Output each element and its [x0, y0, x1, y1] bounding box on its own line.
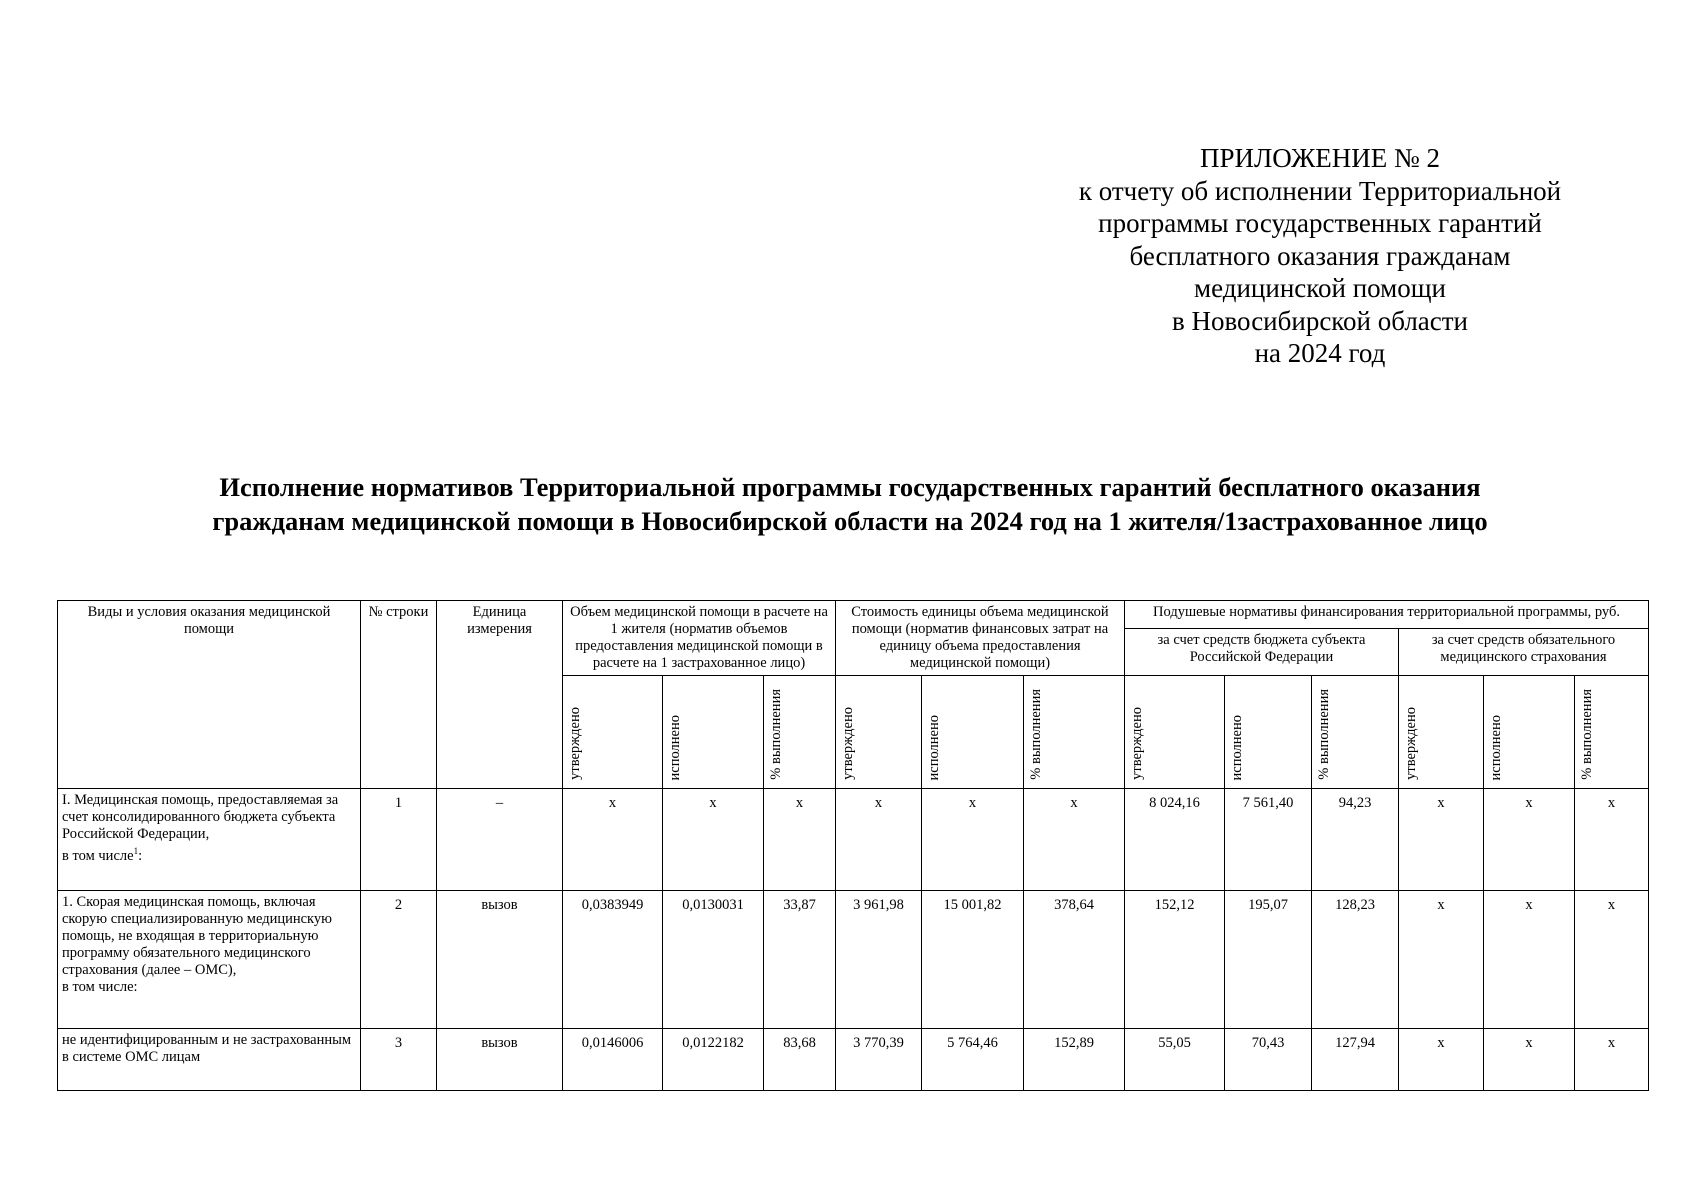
row-number: 3: [361, 1029, 437, 1091]
cell: x: [1484, 789, 1575, 891]
cell: x: [764, 789, 836, 891]
header-budget-approved: утверждено: [1125, 676, 1225, 789]
table-row: [58, 789, 1649, 891]
header-volume-executed: исполнено: [663, 676, 764, 789]
cell: 83,68: [764, 1029, 836, 1091]
cell: 0,0146006: [563, 1029, 663, 1091]
row-unit: вызов: [437, 891, 563, 1029]
table-row: [58, 891, 1649, 1029]
header-volume-percent: % выполнения: [764, 676, 836, 789]
header-volume-approved: утверждено: [563, 676, 663, 789]
row-label: 1. Скорая медицинская помощь, включая скорую специализированную медицинскую помощь, не входящая в территориальную программу обязательного медицинского страхования (далее – ОМС), в том числе:: [58, 891, 361, 1029]
appendix-line: на 2024 год: [1254, 338, 1386, 368]
row-label: I. Медицинская помощь, предоставляемая за счет консолидированного бюджета субъекта Российской Федерации, в том числе$^1$:: [58, 789, 361, 891]
cell: x: [663, 789, 764, 891]
row-number: 2: [361, 891, 437, 1029]
row-number: 1: [361, 789, 437, 891]
row-label: не идентифицированным и не застрахованным в системе ОМС лицам: [58, 1029, 361, 1091]
table-row: [58, 1029, 1649, 1091]
cell: x: [1575, 789, 1649, 891]
cell: x: [1575, 1029, 1649, 1091]
cell: 55,05: [1125, 1029, 1225, 1091]
cell: x: [1399, 891, 1484, 1029]
row-unit: вызов: [437, 1029, 563, 1091]
cell: x: [563, 789, 663, 891]
cell: 0,0383949: [563, 891, 663, 1029]
cell: x: [1484, 1029, 1575, 1091]
header-budget: за счет средств бюджета субъекта Российской Федерации: [1125, 628, 1399, 675]
header-budget-executed: исполнено: [1225, 676, 1312, 789]
header-cost: Стоимость единицы объема медицинской помощи (норматив финансовых затрат на единицу объема предоставления медицинской помощи): [836, 601, 1125, 676]
appendix-line: бесплатного оказания гражданам: [1129, 240, 1511, 271]
cell: x: [1024, 789, 1125, 891]
cell: x: [922, 789, 1024, 891]
header-per-capita: Подушевые нормативы финансирования территориальной программы, руб.: [1125, 601, 1649, 629]
cell: 195,07: [1225, 891, 1312, 1029]
row-unit: –: [437, 789, 563, 891]
cell: x: [836, 789, 922, 891]
header-budget-percent: % выполнения: [1312, 676, 1399, 789]
cell: 7 561,40: [1225, 789, 1312, 891]
cell: 127,94: [1312, 1029, 1399, 1091]
header-oms-approved: утверждено: [1399, 676, 1484, 789]
cell: 0,0130031: [663, 891, 764, 1029]
cell: 152,89: [1024, 1029, 1125, 1091]
cell: 3 961,98: [836, 891, 922, 1029]
appendix-line: медицинской помощи: [1194, 273, 1446, 303]
appendix-line: программы государственных гарантий: [1098, 208, 1542, 238]
header-row-number: № строки: [361, 601, 437, 789]
header-cost-percent: % выполнения: [1024, 676, 1125, 789]
appendix-header: [1040, 142, 1600, 370]
cell: 94,23: [1312, 789, 1399, 891]
cell: 378,64: [1024, 891, 1125, 1029]
header-unit: Единица измерения: [437, 601, 563, 789]
header-cost-executed: исполнено: [922, 676, 1024, 789]
appendix-line: к отчету об исполнении Территориальной: [1078, 175, 1562, 206]
header-row-1: [58, 601, 1649, 629]
appendix-line: ПРИЛОЖЕНИЕ № 2: [1199, 143, 1441, 173]
cell: 8 024,16: [1125, 789, 1225, 891]
title-line-1: Исполнение нормативов Территориальной программы государственных гарантий бесплатного оказания: [219, 472, 1481, 502]
cell: 152,12: [1125, 891, 1225, 1029]
header-oms: за счет средств обязательного медицинского страхования: [1399, 628, 1649, 675]
cell: x: [1399, 789, 1484, 891]
cell: 128,23: [1312, 891, 1399, 1029]
cell: x: [1575, 891, 1649, 1029]
document-title: [120, 470, 1580, 538]
cell: 15 001,82: [922, 891, 1024, 1029]
cell: 0,0122182: [663, 1029, 764, 1091]
header-cost-approved: утверждено: [836, 676, 922, 789]
header-oms-percent: % выполнения: [1575, 676, 1649, 789]
cell: 33,87: [764, 891, 836, 1029]
title-line-2: гражданам медицинской помощи в Новосибирской области на 2024 год на 1 жителя/1застрахованное лицо: [212, 506, 1488, 536]
header-volume: Объем медицинской помощи в расчете на 1 жителя (норматив объемов предоставления медицинской помощи в расчете на 1 застрахованное лицо): [563, 601, 836, 676]
cell: 3 770,39: [836, 1029, 922, 1091]
cell: x: [1399, 1029, 1484, 1091]
cell: 5 764,46: [922, 1029, 1024, 1091]
header-oms-executed: исполнено: [1484, 676, 1575, 789]
cell: 70,43: [1225, 1029, 1312, 1091]
header-types: Виды и условия оказания медицинской помощи: [58, 601, 361, 789]
appendix-line: в Новосибирской области: [1171, 305, 1469, 336]
cell: x: [1484, 891, 1575, 1029]
norms-table: [57, 600, 1649, 1091]
